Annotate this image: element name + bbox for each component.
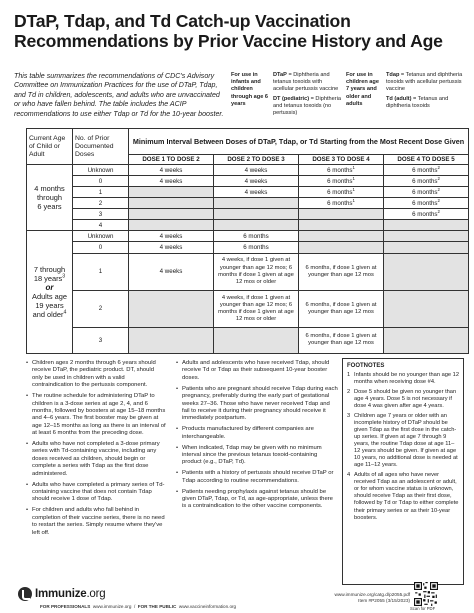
- list-item: • Patients who are pregnant should receive Tdap during each pregnancy, preferably during the early part of gestational weeks 27–36. Those who have never received Tdap and fail to receive it during their pregnancy should receive it immediately postpartum.: [176, 386, 338, 423]
- empty-cell: [214, 198, 299, 209]
- table-row: [27, 231, 469, 242]
- table-row: [27, 187, 469, 198]
- list-item: • Products manufactured by different companies are interchangeable.: [176, 426, 338, 441]
- prior-doses-cell: Unknown: [73, 231, 129, 242]
- prior-doses-cell: 2: [73, 290, 129, 327]
- interval-cell: 6 months, if dose 1 given at younger than age 12 mos: [299, 253, 384, 290]
- empty-cell: [384, 327, 469, 353]
- notes-column-middle: [176, 360, 338, 514]
- prior-doses-cell: 4: [73, 220, 129, 231]
- table-row: [27, 198, 469, 209]
- empty-cell: [299, 231, 384, 242]
- list-item: • Patients needing prophylaxis against tetanus should be given DTaP, Tdap, or Td, as age-appropriate, unless there is a contraindication to the other vaccine components.: [176, 489, 338, 511]
- prior-doses-cell: 1: [73, 187, 129, 198]
- prior-doses-cell: 2: [73, 198, 129, 209]
- definition-td: Td (adult) = Tetanus and diphtheria toxoids: [386, 95, 449, 109]
- footer-links: FOR PROFESSIONALS www.immunize.org / FOR THE PUBLIC www.vaccineinformation.org: [40, 604, 237, 609]
- empty-cell: [299, 220, 384, 231]
- table-row: [27, 176, 469, 187]
- empty-cell: [129, 220, 214, 231]
- interval-cell: 6 months, if dose 1 given at younger than age 12 mos: [299, 327, 384, 353]
- pro-link[interactable]: www.immunize.org: [92, 604, 132, 609]
- prior-doses-cell: 1: [73, 253, 129, 290]
- interval-cell: 6 months, if dose 1 given at younger than age 12 mos: [299, 290, 384, 327]
- intro-text: This table summarizes the recommendations of CDC's Advisory Committee on Immunization Practices for the use of DTaP, Tdap, and Td in children, adolescents, and adults who are unvaccinated or who have fallen behind. The table includes the ACIP recommendations to use either Tdap or Td for the 10-year booster.: [14, 72, 224, 118]
- table-row: [27, 253, 469, 290]
- definitions-adult-label: For use in children age 7 years and older and adults: [346, 72, 379, 107]
- list-item: • Adults and adolescents who have received Tdap, should receive Td or Tdap as their subsequent 10-year booster doses.: [176, 360, 338, 382]
- prior-doses-column-header: No. of Prior Documented Doses: [73, 129, 129, 165]
- empty-cell: [214, 209, 299, 220]
- interval-cell: 6 months$^1$: [299, 165, 384, 176]
- prior-doses-cell: 3: [73, 209, 129, 220]
- notes-column-left: [26, 360, 166, 540]
- footnote-item: 4 Adults of all ages who have never received Tdap as an adolescent or adult, or for whom vaccine status is unknown, should receive Tdap as their first dose, followed by Td or Tdap to either complete their primary series or as their 10-year boosters.: [347, 472, 459, 521]
- scan-label: Scan for PDF: [410, 606, 436, 611]
- age-group-young-children: 4 months through 6 years: [27, 165, 73, 231]
- empty-cell: [384, 231, 469, 242]
- interval-cell: 4 weeks: [129, 242, 214, 253]
- interval-cell: 6 months$^1$: [299, 187, 384, 198]
- footnotes-heading: FOOTNOTES: [347, 363, 385, 369]
- list-item: • Children ages 2 months through 6 years should receive DTaP, the pediatric product. DT, should only be used in children with a valid contraindication to the pertussis component.: [26, 360, 166, 390]
- empty-cell: [299, 209, 384, 220]
- list-item: • For children and adults who fall behind in completion of their vaccine series, there is no need to restart the series. Simply resume where they've left off.: [26, 507, 166, 537]
- list-item: • Adults who have not completed a 3-dose primary series with Td-containing vaccine, including any doses received as children, should begin or complete a series with Tdap as the first dose administered.: [26, 441, 166, 478]
- definition-dt: DT (pediatric) = Diphtheria and tetanus toxoids (no pertussis): [273, 95, 341, 117]
- empty-cell: [129, 209, 214, 220]
- catalog-info: [312, 592, 410, 604]
- qr-code-icon[interactable]: [414, 582, 438, 606]
- empty-cell: [129, 198, 214, 209]
- dose-header: DOSE 2 TO DOSE 3: [214, 155, 299, 165]
- public-link[interactable]: www.vaccineinformation.org: [178, 604, 237, 609]
- interval-cell: 4 weeks: [129, 231, 214, 242]
- table-row: [27, 290, 469, 327]
- empty-cell: [384, 290, 469, 327]
- prior-doses-cell: 0: [73, 242, 129, 253]
- catalog-link[interactable]: www.immunize.org/catg.d/p2055.pdf: [334, 592, 410, 597]
- interval-cell: 4 weeks: [129, 253, 214, 290]
- empty-cell: [384, 242, 469, 253]
- list-item: • Adults who have completed a primary series of Td-containing vaccine that does not contain Tdap should receive 1 dose of Tdap.: [26, 482, 166, 504]
- footnote-item: 3 Children age 7 years or older with an incomplete history of DTaP should be given Tdap as the first dose in the catch-up series. If given at age 7 through 9 years, the routine Tdap dose at age 11–12 years should be given. If given at age 10 years, no additional dose is needed at age 11–12 years.: [347, 412, 458, 469]
- empty-cell: [299, 242, 384, 253]
- interval-cell: 6 months$^2$: [384, 198, 469, 209]
- age-group-older-children-adults: 7 through 18 years$^3$ or Adults age 19 years and older$^4$: [27, 231, 73, 354]
- table-row: [27, 242, 469, 253]
- interval-cell: 4 weeks: [214, 187, 299, 198]
- empty-cell: [214, 327, 299, 353]
- interval-cell: 4 weeks: [129, 165, 214, 176]
- empty-cell: [384, 253, 469, 290]
- interval-header: Minimum Interval Between Doses of DTaP, Tdap, or Td Starting from the Most Recent Dose Given: [129, 129, 469, 155]
- immunize-logo: Immunize.org: [18, 586, 105, 602]
- table-row: [27, 327, 469, 353]
- dose-header: DOSE 1 TO DOSE 2: [129, 155, 214, 165]
- empty-cell: [384, 220, 469, 231]
- interval-cell: 6 months: [214, 231, 299, 242]
- interval-cell: 6 months$^2$: [384, 176, 469, 187]
- prior-doses-cell: 3: [73, 327, 129, 353]
- interval-cell: 6 months$^2$: [384, 187, 469, 198]
- page-title: DTaP, Tdap, and Td Catch-up Vaccination Recommendations by Prior Vaccine History and Age: [14, 11, 443, 51]
- dose-header: DOSE 3 TO DOSE 4: [299, 155, 384, 165]
- prior-doses-cell: Unknown: [73, 165, 129, 176]
- interval-cell: 6 months: [214, 242, 299, 253]
- list-item: • When indicated, Tdap may be given with no minimum interval since the previous tetanus toxoid-containing product (e.g., DTaP, Td).: [176, 445, 338, 467]
- definition-dtap: DTaP = Diphtheria and tetanus toxoids with acellular pertussis vaccine: [273, 72, 339, 93]
- footnotes-box: [342, 358, 464, 585]
- interval-cell: 6 months$^2$: [384, 165, 469, 176]
- table-row: [27, 209, 469, 220]
- table-row: [27, 220, 469, 231]
- definition-tdap: Tdap = Tetanus and diphtheria toxoids with acellular pertussis vaccine: [386, 72, 463, 93]
- empty-cell: [214, 220, 299, 231]
- item-number: Item #P2055 (3/15/2023): [358, 598, 410, 603]
- interval-cell: 4 weeks: [214, 176, 299, 187]
- catch-up-schedule-table: [26, 128, 469, 354]
- footnote-item: 2 Dose 5 should be given no younger than age 4 years. Dose 5 is not necessary if dose 4 was given after age 4 years.: [347, 388, 457, 410]
- definitions-pediatric-label: For use in infants and children through age 6 years: [231, 72, 268, 107]
- interval-cell: 6 months$^1$: [299, 198, 384, 209]
- interval-cell: 4 weeks: [129, 176, 214, 187]
- interval-cell: 6 months$^2$: [384, 209, 469, 220]
- interval-cell: 4 weeks, if dose 1 given at younger than age 12 mos; 6 months if dose 1 given at age 12 mos or older: [214, 290, 299, 327]
- interval-cell: 4 weeks: [214, 165, 299, 176]
- empty-cell: [129, 187, 214, 198]
- empty-cell: [129, 327, 214, 353]
- list-item: • The routine schedule for administering DTaP to children is a 3-dose series at age 2, 4, and 6 months, followed by boosters at age 15–18 months and 4–6 years. The first booster may be given at age 12–15 months as long as there is an interval of at least 6 months from the preceding dose.: [26, 393, 166, 437]
- interval-cell: 6 months$^1$: [299, 176, 384, 187]
- footnote-item: 1 Infants should be no younger than age 12 months when receiving dose #4.: [347, 372, 459, 386]
- age-column-header: Current Age of Child or Adult: [27, 129, 73, 165]
- immunize-logo-icon: [18, 587, 32, 601]
- prior-doses-cell: 0: [73, 176, 129, 187]
- table-row: [27, 165, 469, 176]
- list-item: • Patients with a history of pertussis should receive DTaP or Tdap according to routine recommendations.: [176, 470, 338, 485]
- empty-cell: [129, 290, 214, 327]
- dose-header: DOSE 4 TO DOSE 5: [384, 155, 469, 165]
- interval-cell: 4 weeks, if dose 1 given at younger than age 12 mos; 6 months if dose 1 given at age 12 mos or older: [214, 253, 299, 290]
